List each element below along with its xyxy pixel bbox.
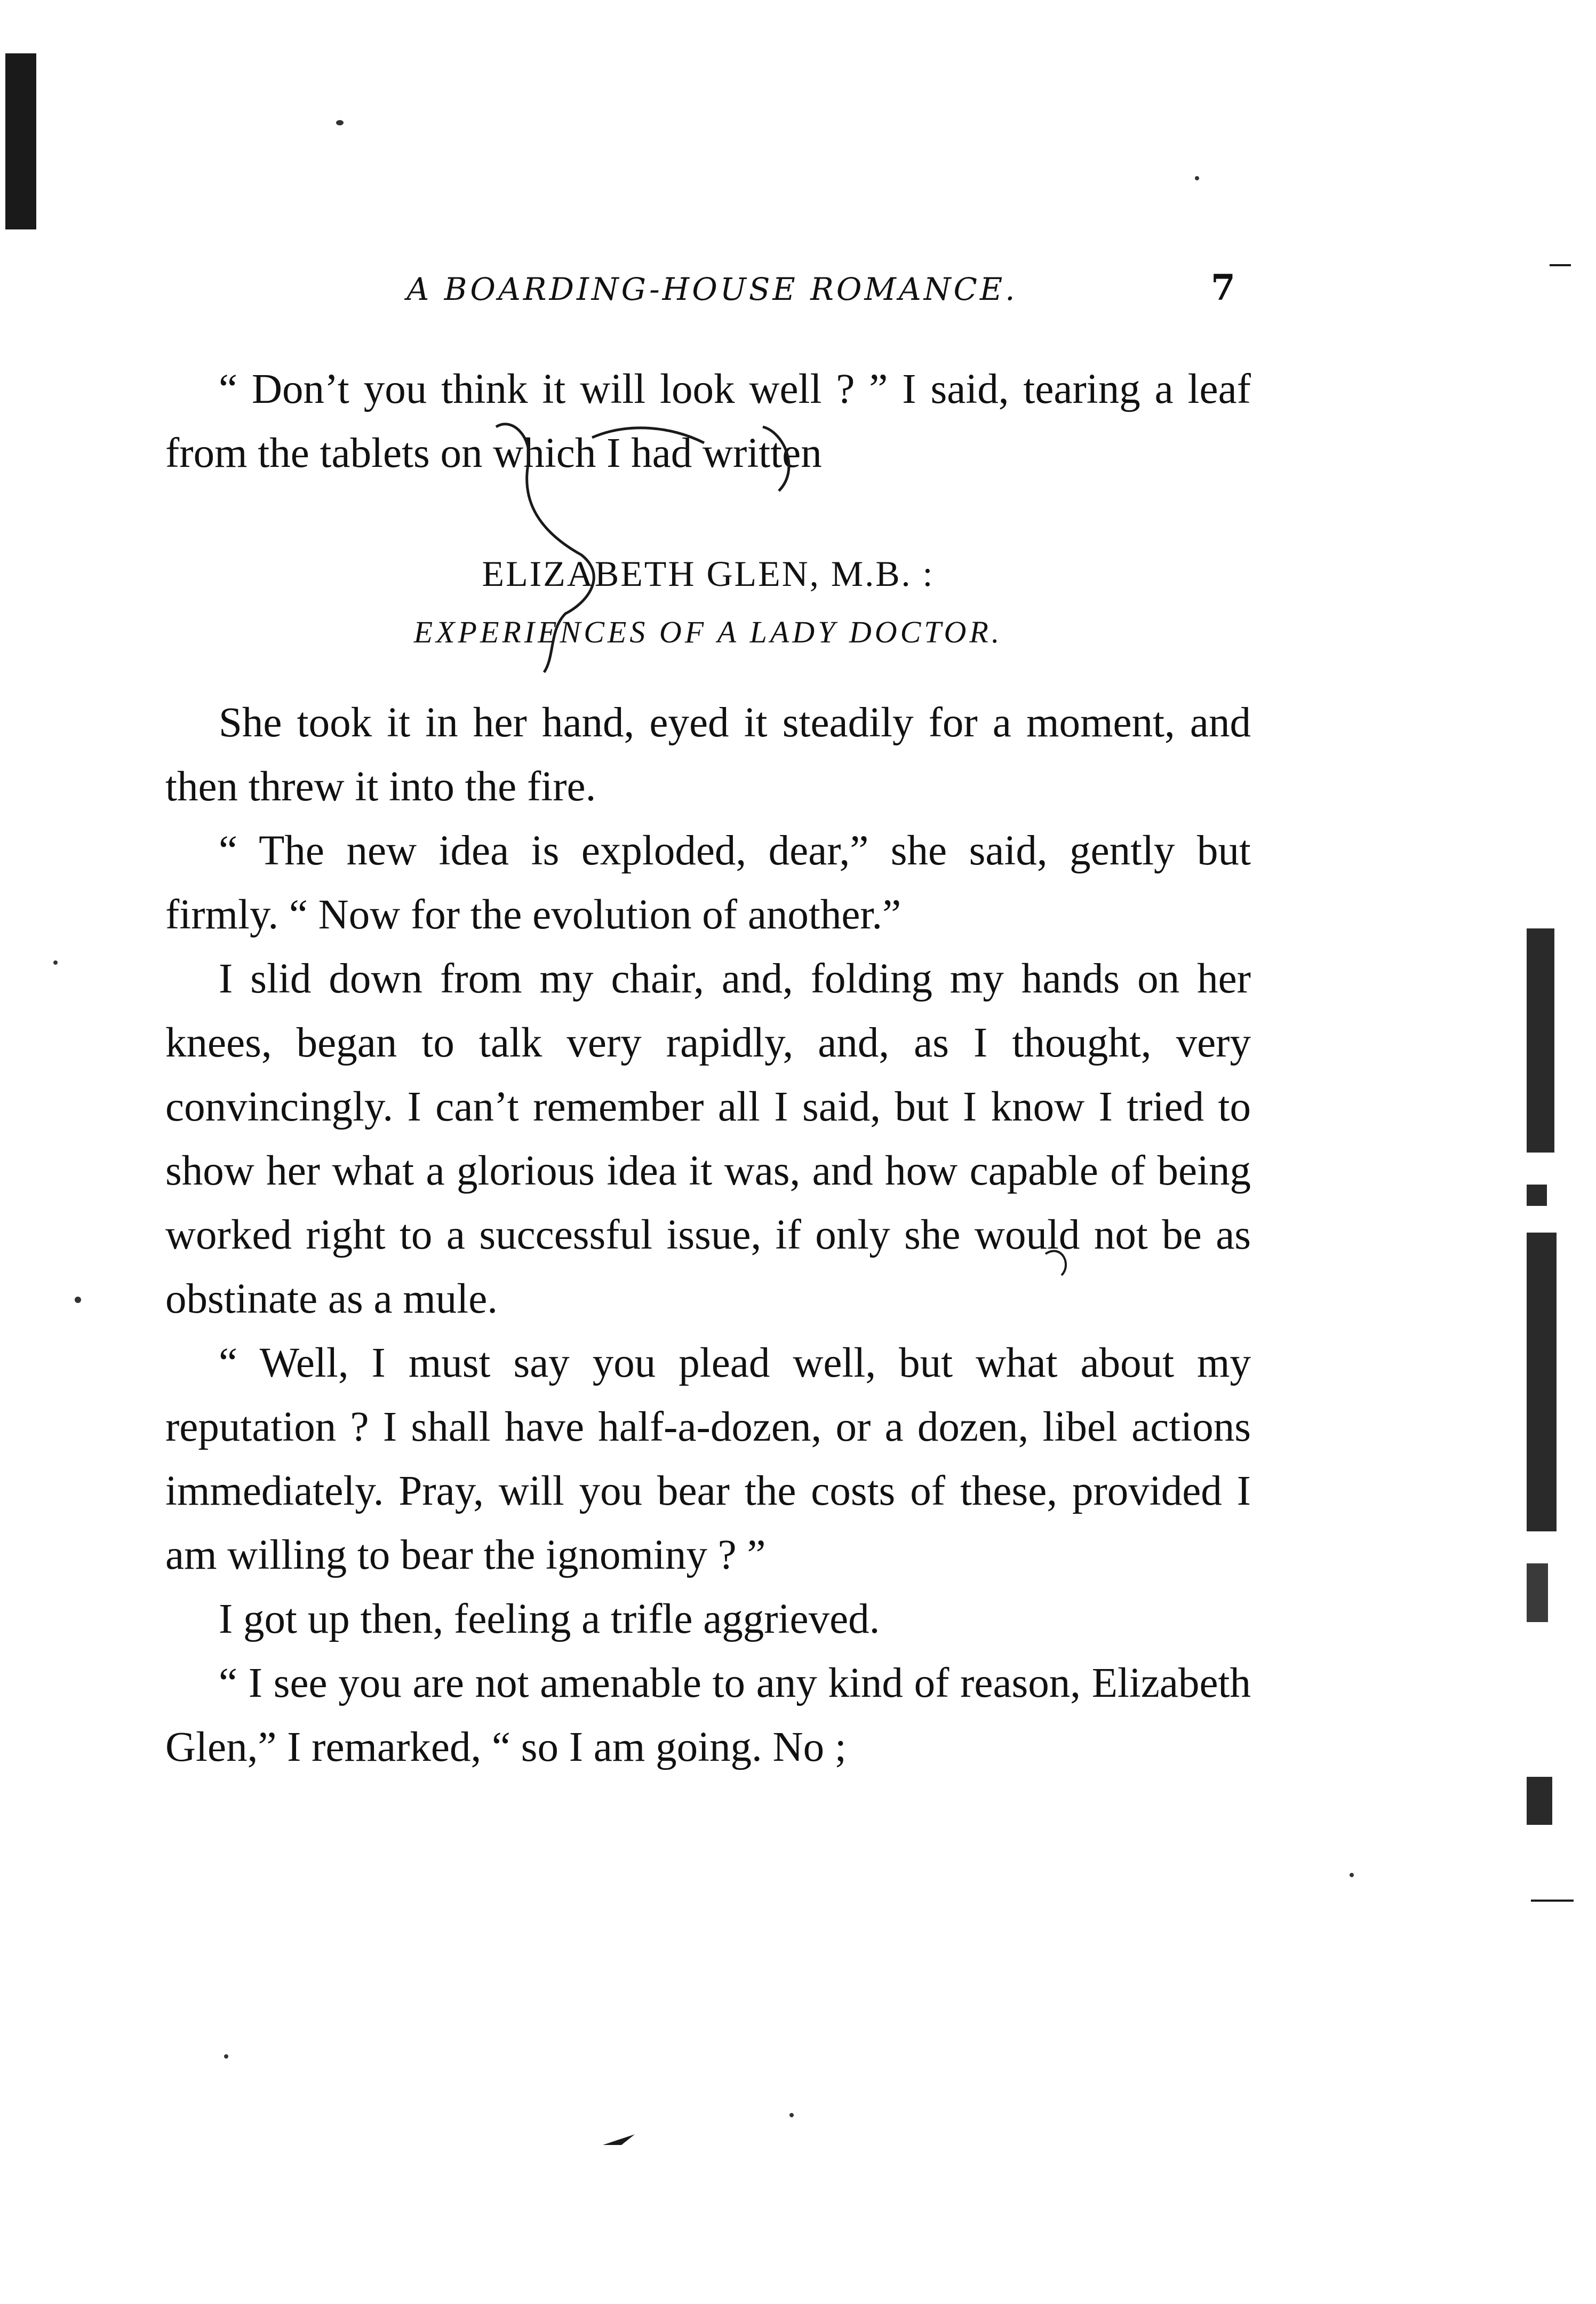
paragraph: I slid down from my chair, and, folding my hands on her knees, began to talk very rapidly, and, as I thought, very convincingly. I can’t remember all I said, but I know I tried to show her what a glorious idea it was, and how capable of being worked right to a successful issue, if only she would not be as obstinate as a mule. <box>165 956 1251 1322</box>
inset-subtitle: EXPERIENCES OF A LADY DOCTOR. <box>413 615 1003 649</box>
paragraph: “ Well, I must say you plead well, but what about my reputation ? I shall have half-a-dozen, or a dozen, libel actions immediately. Pray, will you bear the costs of these, provided I am willing to bear the ignominy ? ” <box>165 1340 1251 1578</box>
paragraph: “ The new idea is exploded, dear,” she said, gently but firmly. “ Now for the evolution of another.” <box>165 828 1251 938</box>
paragraph: She took it in her hand, eyed it steadily for a moment, and then threw it into the fire. <box>165 700 1251 810</box>
paragraph: I got up then, feeling a trifle aggrieved. <box>219 1596 880 1642</box>
paragraph: “ I see you are not amenable to any kind of reason, Elizabeth Glen,” I remarked, “ so I am going. No ; <box>165 1660 1251 1770</box>
inset-title: ELIZABETH GLEN, M.B. : <box>482 553 935 594</box>
running-head: A BOARDING-HOUSE ROMANCE. <box>406 271 1018 307</box>
paragraph: “ Don’t you think it will look well ? ” I said, tearing a leaf from the tablets on which I had written <box>165 366 1251 476</box>
page-number: 7 <box>1211 267 1235 308</box>
